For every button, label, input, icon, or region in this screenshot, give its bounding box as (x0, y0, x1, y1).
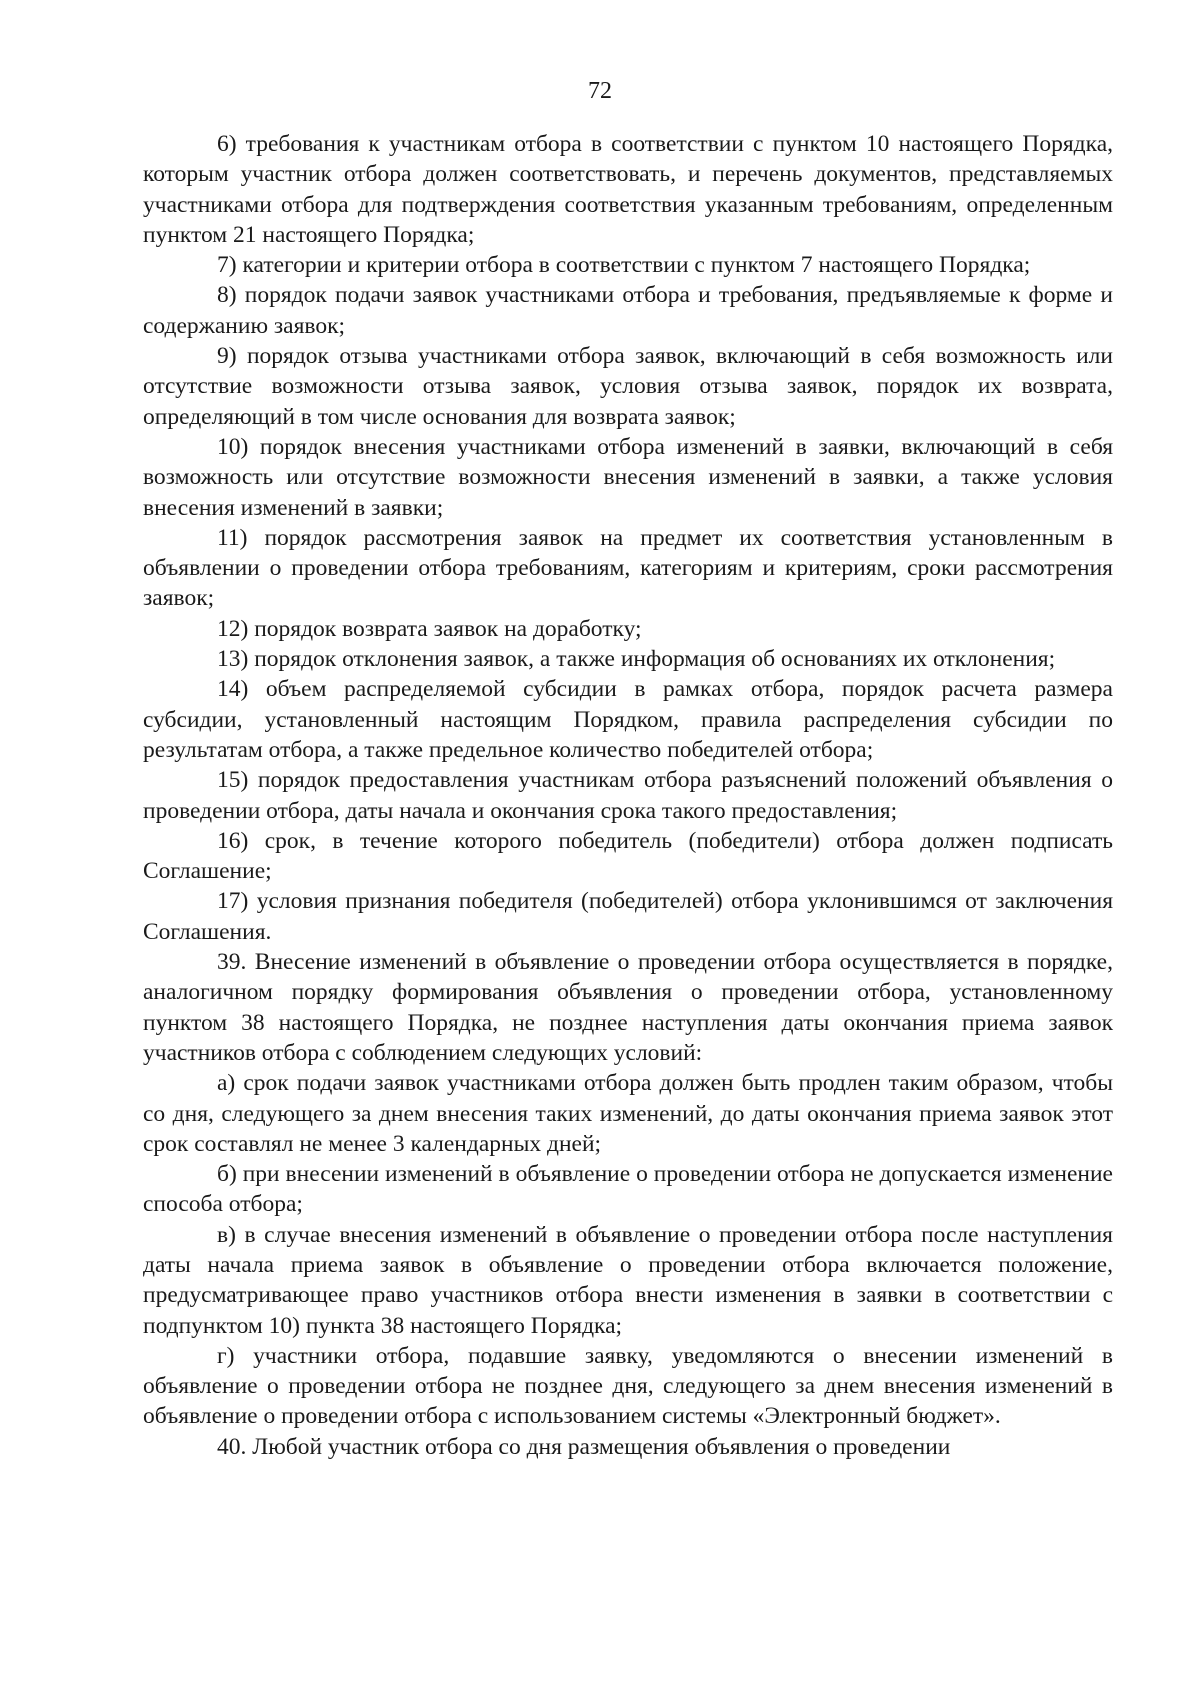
paragraph-item-13: 13) порядок отклонения заявок, а также информация об основаниях их отклонения; (217, 646, 1056, 673)
paragraph-subitem-b: б) при внесении изменений в объявление о проведении отбора не допускается изменение способа отбора; (143, 1161, 1113, 1218)
paragraph-item-10: 10) порядок внесения участниками отбора изменений в заявки, включающий в себя возможность или отсутствие возможности внесения изменений в заявки, а также условия внесения изменений в заявки; (143, 433, 1113, 521)
paragraph-item-11: 11) порядок рассмотрения заявок на предмет их соответствия установленным в объявлении о проведении отбора требованиям, категориям и критериям, сроки рассмотрения заявок; (143, 524, 1113, 612)
paragraph-item-7: 7) категории и критерии отбора в соответствии с пунктом 7 настоящего Порядка; (217, 252, 1031, 279)
paragraph-subitem-a: а) срок подачи заявок участниками отбора должен быть продлен таким образом, чтобы со дня, следующего за днем внесения таких изменений, до даты окончания приема заявок этот срок составлял не менее 3 календарных дней; (143, 1070, 1113, 1157)
paragraph-item-15: 15) порядок предоставления участникам отбора разъяснений положений объявления о проведении отбора, даты начала и окончания срока такого предоставления; (143, 767, 1113, 824)
paragraph-item-8: 8) порядок подачи заявок участниками отбора и требования, предъявляемые к форме и содержанию заявок; (143, 282, 1113, 339)
page-number: 72 (588, 78, 612, 104)
document-body (143, 129, 1113, 1462)
paragraph-subitem-v: в) в случае внесения изменений в объявление о проведении отбора после наступления даты начала приема заявок в объявление о проведении отбора включается положение, предусматривающее право участников отбора внести изменения в заявки в соответствии с подпунктом 10) пункта 38 настоящего Порядка; (143, 1221, 1113, 1339)
paragraph-item-14: 14) объем распределяемой субсидии в рамках отбора, порядок расчета размера субсидии, установленный настоящим Порядком, правила распределения субсидии по результатам отбора, а также предельное количество победителей отбора; (143, 676, 1113, 763)
paragraph-section-39: 39. Внесение изменений в объявление о проведении отбора осуществляется в порядке, аналогичном порядку формирования объявления о проведении отбора, установленному пунктом 38 настоящего Порядка, не позднее наступления даты окончания приема заявок участников отбора с соблюдением следующих условий: (143, 949, 1113, 1066)
paragraph-section-40: 40. Любой участник отбора со дня размещения объявления о проведении (217, 1433, 951, 1460)
paragraph-item-9: 9) порядок отзыва участниками отбора заявок, включающий в себя возможность или отсутствие возможности отзыва заявок, условия отзыва заявок, порядок их возврата, определяющий в том числе основания для возврата заявок; (143, 343, 1113, 430)
paragraph-item-16: 16) срок, в течение которого победитель (победители) отбора должен подписать Соглашение; (143, 827, 1113, 885)
paragraph-item-12: 12) порядок возврата заявок на доработку; (217, 615, 642, 642)
paragraph-subitem-g: г) участники отбора, подавшие заявку, уведомляются о внесении изменений в объявление о проведении отбора не позднее дня, следующего за днем внесения изменений в объявление о проведении отбора с использованием системы «Электронный бюджет». (143, 1342, 1113, 1430)
paragraph-item-6: 6) требования к участникам отбора в соответствии с пунктом 10 настоящего Порядка, которым участник отбора должен соответствовать, и перечень документов, представляемых участниками отбора для подтверждения соответствия указанным требованиям, определенным пунктом 21 настоящего Порядка; (143, 131, 1113, 248)
paragraph-item-17: 17) условия признания победителя (победителей) отбора уклонившимся от заключения Соглашения. (143, 888, 1113, 945)
